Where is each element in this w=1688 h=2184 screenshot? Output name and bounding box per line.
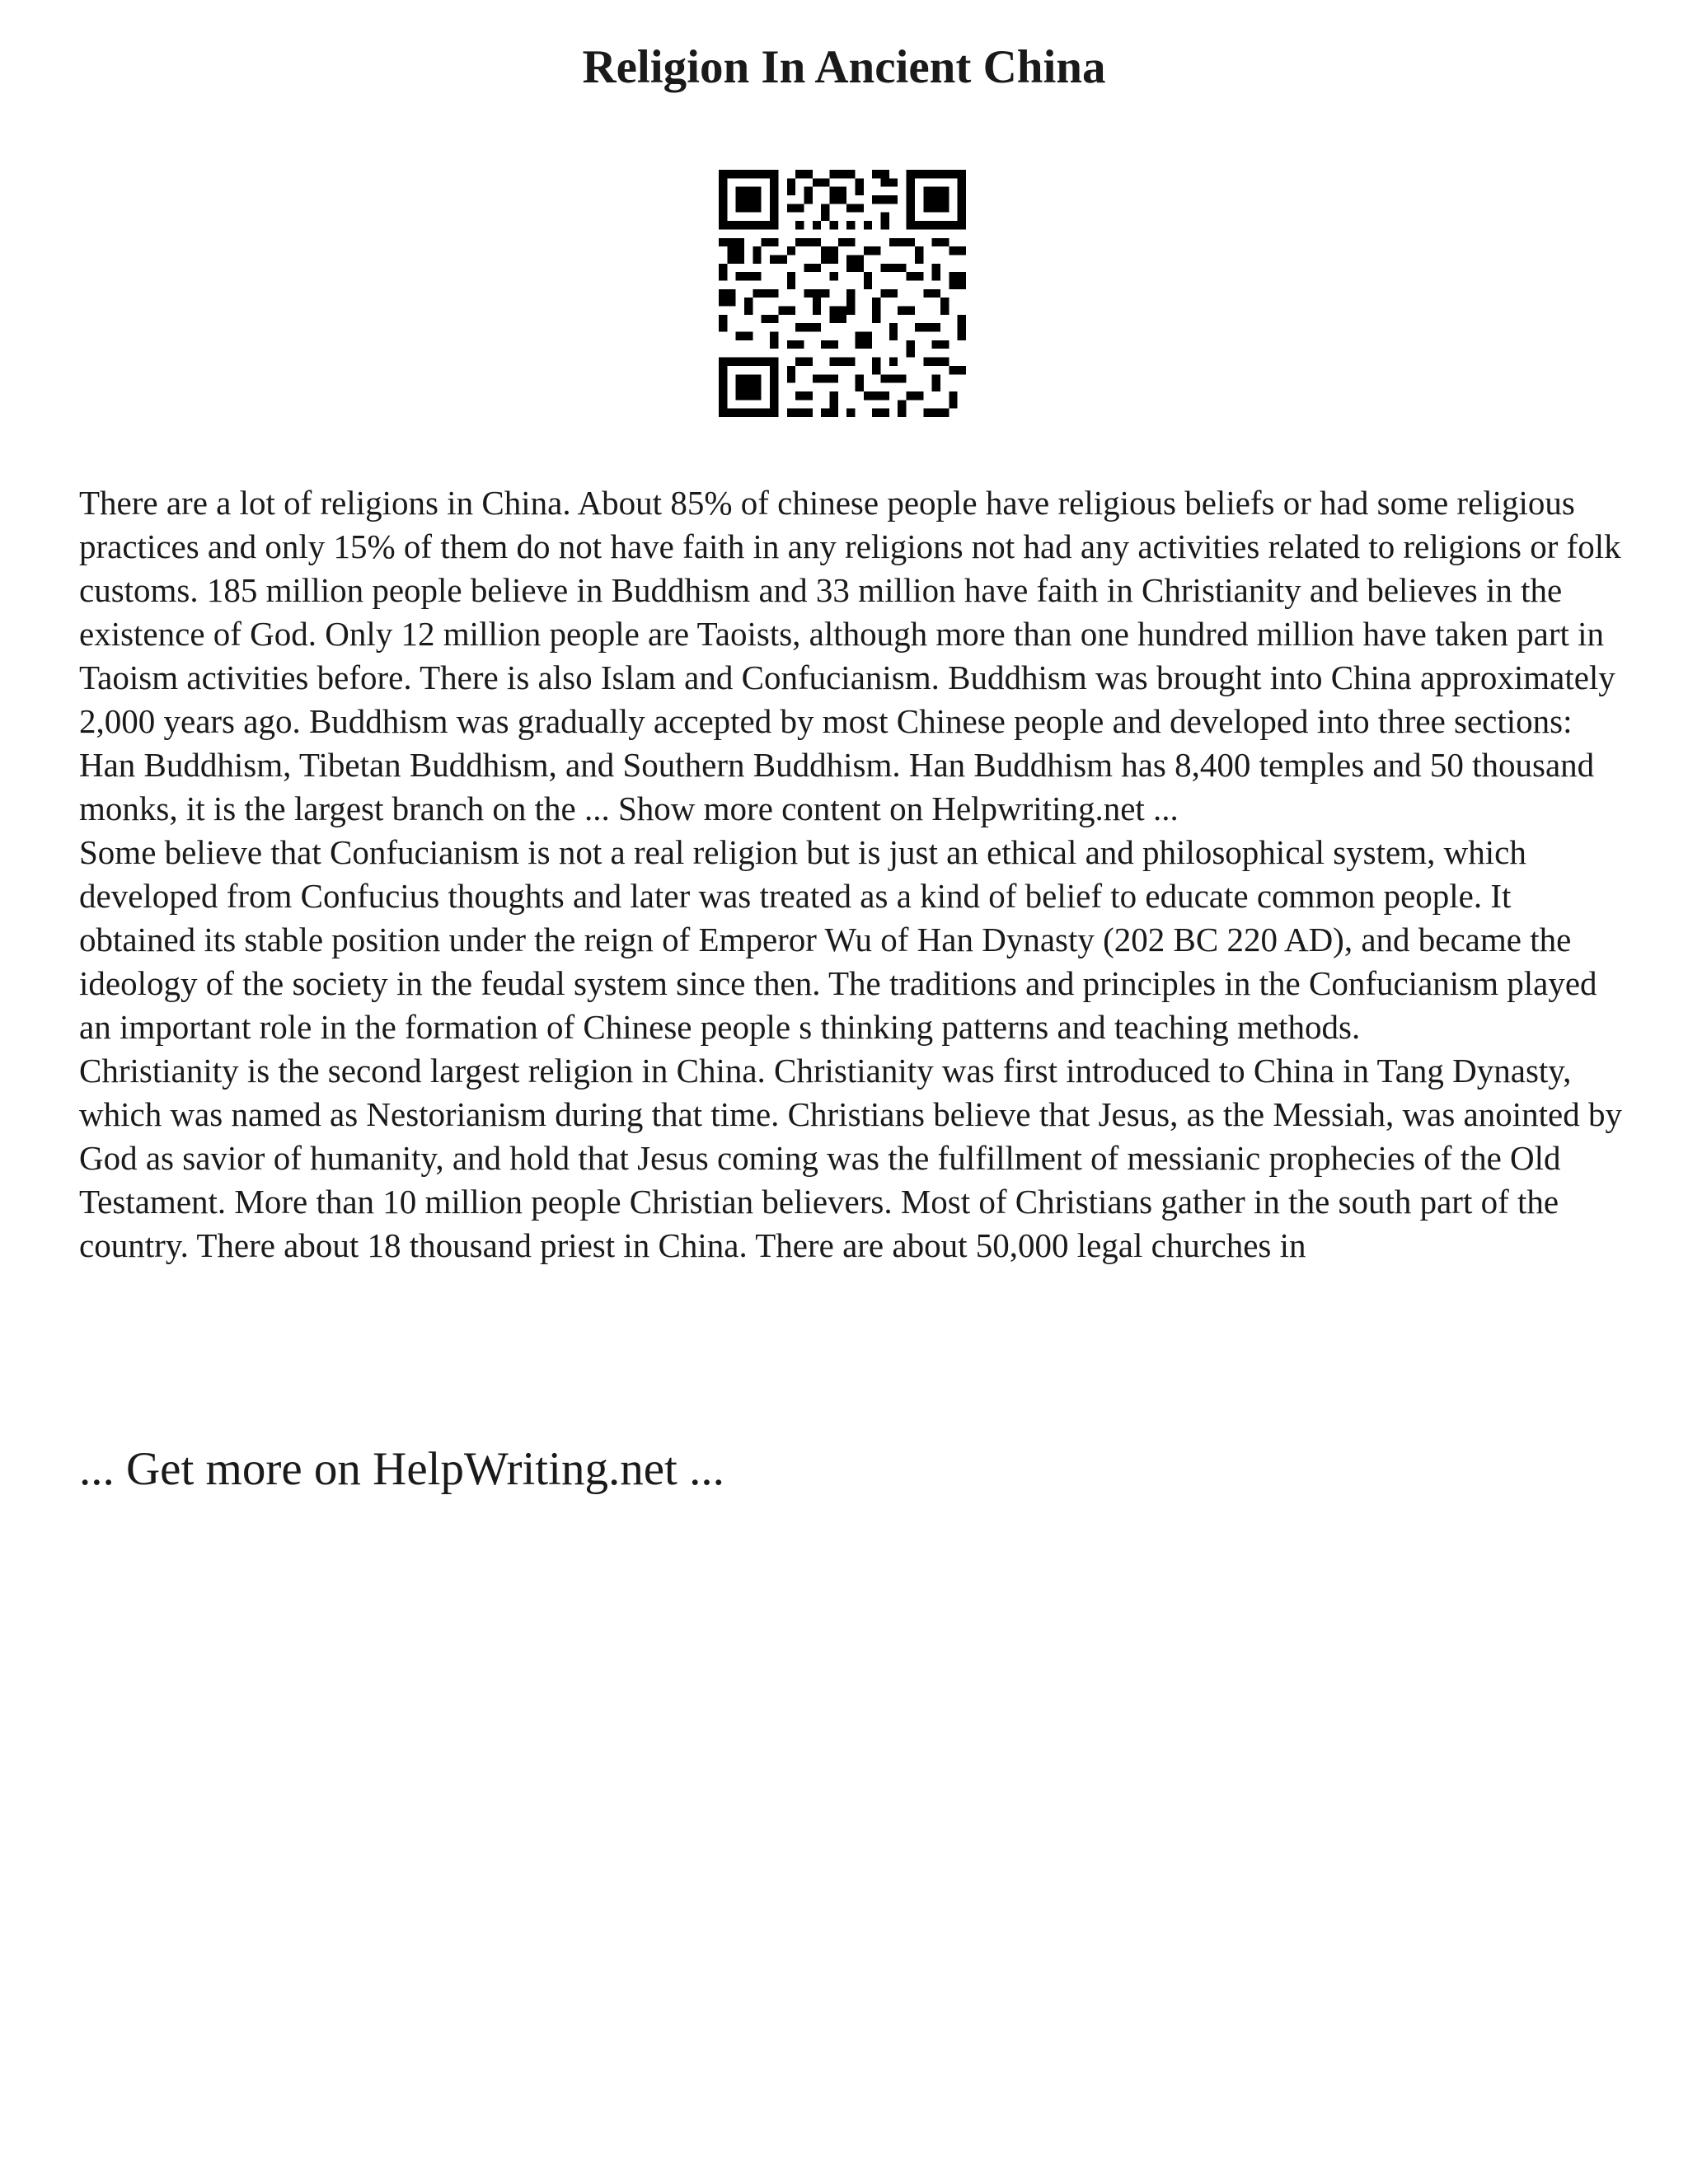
article-body bbox=[79, 481, 1629, 1268]
paragraph-buddhism: There are a lot of religions in China. About 85% of chinese people have religious beliefs or had some religious practices and only 15% of them do not have faith in any religions not had any activities related to religions or folk customs. 185 million people believe in Buddhism and 33 million have faith in Christianity and believes in the existence of God. Only 12 million people are Taoists, although more than one hundred million have taken part in Taoism activities before. There is also Islam and Confucianism. Buddhism was brought into China approximately 2,000 years ago. Buddhism was gradually accepted by most Chinese people and developed into three sections: Han Buddhism, Tibetan Buddhism, and Southern Buddhism. Han Buddhism has 8,400 temples and 50 thousand monks, it is the largest branch on the ... Show more content on Helpwriting.net ... bbox=[79, 484, 1621, 827]
qr-code-icon[interactable] bbox=[719, 170, 966, 417]
paragraph-confucianism: Some believe that Confucianism is not a real religion but is just an ethical and philosophical system, which developed from Confucius thoughts and later was treated as a kind of belief to educate common people. It obtained its stable position under the reign of Emperor Wu of Han Dynasty (202 BC 220 AD), and became the ideology of the society in the feudal system since then. The traditions and principles in the Confucianism played an important role in the formation of Chinese people s thinking patterns and teaching methods. bbox=[79, 833, 1597, 1046]
paragraph-christianity: Christianity is the second largest religion in China. Christianity was first introduced to China in Tang Dynasty, which was named as Nestorianism during that time. Christians believe that Jesus, as the Messiah, was anointed by God as savior of humanity, and hold that Jesus coming was the fulfillment of messianic prophecies of the Old Testament. More than 10 million people Christian believers. Most of Christians gather in the south part of the country. There about 18 thousand priest in China. There are about 50,000 legal churches in bbox=[79, 1052, 1622, 1264]
page-title: Religion In Ancient China bbox=[582, 41, 1106, 93]
get-more-link[interactable]: ... Get more on HelpWriting.net ... bbox=[79, 1443, 724, 1495]
